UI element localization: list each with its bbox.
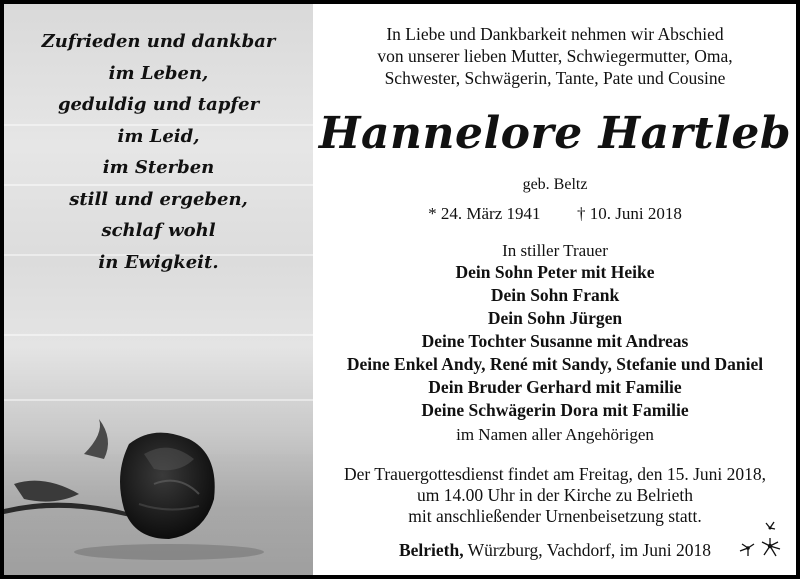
- photo-light-streak: [4, 399, 313, 401]
- mourner-line: Dein Sohn Jürgen: [487, 308, 623, 328]
- deceased-name: Hannelore Hartleb: [318, 108, 792, 159]
- poem-line: im Leben,: [108, 62, 209, 84]
- birth-date: * 24. März 1941: [428, 204, 541, 223]
- poem-line: Zufrieden und dankbar: [41, 31, 276, 52]
- mourner-line: Dein Sohn Peter mit Heike: [455, 262, 655, 282]
- mourner-line: Deine Enkel Andy, René mit Sandy, Stefanie und Daniel: [346, 354, 764, 374]
- mourner-line: Dein Bruder Gerhard mit Familie: [428, 377, 682, 397]
- poem-line: im Sterben: [102, 157, 215, 178]
- on-behalf-line: im Namen aller Angehörigen: [456, 425, 654, 444]
- death-date: † 10. Juni 2018: [577, 204, 682, 223]
- intro-line: von unserer lieben Mutter, Schwiegermutter, Oma,: [377, 46, 733, 66]
- photo-light-streak: [4, 334, 313, 336]
- mourner-line: Deine Tochter Susanne mit Andreas: [421, 331, 689, 351]
- obituary-card: [4, 4, 796, 575]
- place-rest: Würzburg, Vachdorf, im Juni 2018: [463, 540, 712, 560]
- intro-line: Schwester, Schwägerin, Tante, Pate und Cousine: [384, 68, 726, 88]
- service-line: mit anschließender Urnenbeisetzung statt.: [408, 506, 702, 526]
- rose-image: [4, 414, 313, 575]
- poem-line: in Ewigkeit.: [98, 251, 219, 273]
- intro-line: In Liebe und Dankbarkeit nehmen wir Abschied: [386, 24, 724, 44]
- maiden-name: geb. Beltz: [522, 176, 588, 193]
- notice-text: [314, 4, 796, 575]
- mourning-intro: In stiller Trauer: [502, 241, 608, 260]
- service-line: um 14.00 Uhr in der Kirche zu Belrieth: [416, 485, 694, 505]
- poem: [4, 26, 313, 278]
- life-dates: [314, 204, 796, 224]
- place-date-line: [314, 540, 796, 561]
- mourner-line: Dein Sohn Frank: [490, 285, 620, 305]
- poem-line: im Leid,: [117, 125, 200, 147]
- poem-line: still und ergeben,: [69, 188, 248, 210]
- service-line: Der Trauergottesdienst findet am Freitag, den 15. Juni 2018,: [343, 464, 767, 484]
- poem-line: geduldig und tapfer: [57, 94, 260, 115]
- poem-line: schlaf wohl: [101, 220, 216, 241]
- rose-photo-panel: [4, 4, 313, 575]
- place-bold: Belrieth,: [398, 540, 464, 560]
- dandelion-icon: [734, 516, 790, 562]
- mourner-line: Deine Schwägerin Dora mit Familie: [421, 400, 689, 420]
